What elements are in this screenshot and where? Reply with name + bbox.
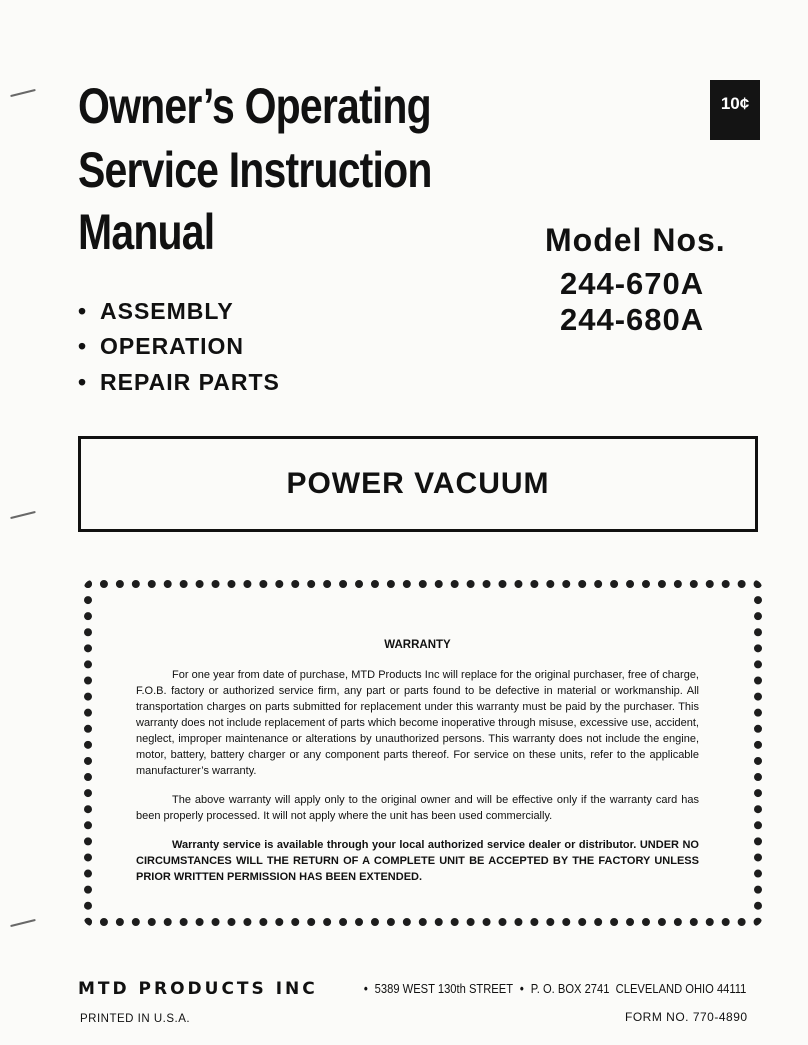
warranty-paragraph-2: The above warranty will apply only to the original owner and will be effective only if the warranty card has been properly processed. It will not apply where the unit has been used commercially.: [136, 794, 699, 822]
model-heading: Model Nos.: [545, 222, 726, 258]
title-line-1: Owner’s Operating: [78, 78, 431, 134]
punch-mark: [10, 919, 36, 927]
warranty-paragraph-3: Warranty service is available through your local authorized service dealer or distributor. UNDER NO CIRCUMSTANCES WILL THE RETURN OF A COMPLETE UNIT BE ACCEPTED BY THE FACTORY UNLESS PRIOR WRITTEN PERMISSION HAS BEEN EXTENDED.: [136, 839, 699, 883]
company-name: MTD PRODUCTS INC: [78, 979, 318, 999]
product-name-box: [78, 436, 758, 532]
contents-item-operation: • OPERATION: [78, 333, 245, 359]
contents-item-repair-parts: • REPAIR PARTS: [78, 369, 280, 395]
title-line-2: Service Instruction: [78, 142, 432, 198]
contents-item-assembly: • ASSEMBLY: [78, 298, 234, 324]
bullet-dot-icon: •: [519, 981, 524, 996]
price-badge: 10¢: [710, 80, 760, 140]
punch-mark: [10, 511, 36, 519]
bullet-dot-icon: •: [363, 981, 368, 996]
warranty-title: WARRANTY: [384, 639, 451, 651]
address-street: 5389 WEST 130th STREET: [374, 981, 514, 996]
product-name: POWER VACUUM: [286, 467, 550, 500]
address-po-box: P. O. BOX 2741: [530, 981, 610, 996]
warranty-paragraph-1: For one year from date of purchase, MTD Products Inc will replace for the original purchaser, free of charge, F.O.B. factory or authorized service firm, any part or parts found to be defective in material or workmanship. All transportation charges on parts submitted for replacement under this warranty must be paid by the purchaser. This warranty does not include replacement of parts which become inoperative through misuse, excessive use, accident, neglect, improper maintenance or alterations by unauthorized persons. This warranty does not include the engine, motor, battery, battery charger or any component parts thereof. For service on these units, refer to the applicable manufacturer’s warranty.: [136, 669, 699, 777]
model-number-2: 244-680A: [560, 302, 705, 337]
warranty-section: [136, 637, 699, 898]
model-number-1: 244-670A: [560, 266, 705, 301]
punch-mark: [10, 89, 36, 97]
company-address: [357, 981, 746, 996]
printed-in: PRINTED IN U.S.A.: [80, 1013, 191, 1025]
bullet-dot-icon: •: [78, 333, 88, 359]
bullet-dot-icon: •: [78, 298, 88, 324]
form-number: FORM NO. 770-4890: [625, 1010, 748, 1024]
title-line-3: Manual: [78, 204, 215, 260]
bullet-dot-icon: •: [78, 369, 88, 395]
address-city: CLEVELAND OHIO 44111: [615, 981, 747, 996]
